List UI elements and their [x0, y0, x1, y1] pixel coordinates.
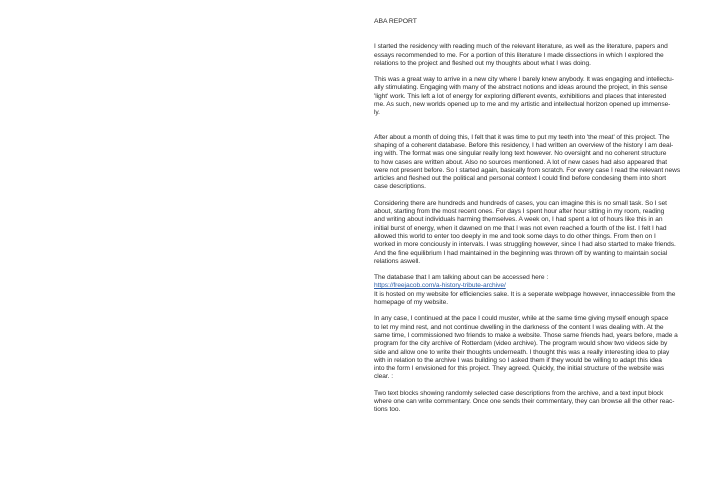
database-intro: The database that I am talking about can be accessed here : [374, 274, 549, 282]
archive-link[interactable]: https://freejacob.com/a-history-tribute-archive/ [374, 282, 506, 290]
database-access-block [374, 274, 686, 307]
paragraph-database: After about a month of doing this, I felt that it was time to put my teeth into 'the meat' of this project. The shaping of a coherent database. Before this residency, I had written an overview of the history I am deal- ing with. The format was one singular really long text however. No oversight and no coherent structure to how cases are written about. Also no sources mentioned. A lot of new cases had also appeared that were not present before. So I started again, basically from scratch. For every case I read the relevant news articles and fleshed out the political and personal context I could find before condesing them into short case descriptions. [374, 133, 681, 191]
report-title: ABA REPORT [374, 18, 417, 25]
paragraph-website: In any case, I continued at the pace I could muster, while at the same time giving myself enough space to let my mind rest, and not continue dwelling in the darkness of the content I was dealing with. At the same time, I commissioned two friends to make a website. Those same friends had, years before, made a program for the city archive of Rotterdam (video archive). The program would show two videos side by side and allow one to write their thoughts underneath. I thought this was a really interesting idea to play with in relation to the archive I was building so I asked them if they would be willing to adapt this idea into the form I envisioned for this project. They agreed. Quickly, the initial structure of the website was clear. : [374, 315, 678, 381]
paragraph-new-city: This was a great way to arrive in a new city where I barely knew anybody. It was engaging and intellectu- ally stimulating. Engaging with many of the abstract notions and ideas around the project, in this sense 'light' work. This left a lot of energy for exploring different events, exhibitions and places that interested me. As such, new worlds opened up to me and my artistic and intellectual horizon opened up immense- ly. [374, 76, 674, 117]
paragraph-structure: Two text blocks showing randomly selected case descriptions from the archive, and a text input block where one can write commentary. Once one sends their commentary, they can browse all the other reac- tions too. [374, 389, 675, 414]
paragraph-literature: I started the residency with reading much of the relevant literature, as well as the literature, papers and essays recommended to me. For a portion of this literature I made dissections in which I explored the relations to the project and fleshed out my thoughts about what I was doing. [374, 43, 668, 67]
paragraph-cases: Considering there are hundreds and hundreds of cases, you can imagine this is no small task. So I set about, starting from the most recent ones. For days I spent hour after hour sitting in my room, reading and writing about individuals harming themselves. A week on, I had spent a lot of hours like this in an initial burst of energy, when it dawned on me that I was not even reached a fourth of the list. I felt I had allowed this world to enter too deeply in me and took some days to do other things. From then on I worked in more conciously in intervals. I was struggling however, since I had also started to make friends. And the fine equilibrium I had maintained in the beginning was thrown off by wanting to maintain social relations aswell. [374, 199, 676, 265]
database-hosting-note: It is hosted on my website for efficiencies sake. It is a seperate webpage however, innaccessible from the homepage of my website. [374, 290, 676, 307]
report-column [374, 18, 686, 415]
